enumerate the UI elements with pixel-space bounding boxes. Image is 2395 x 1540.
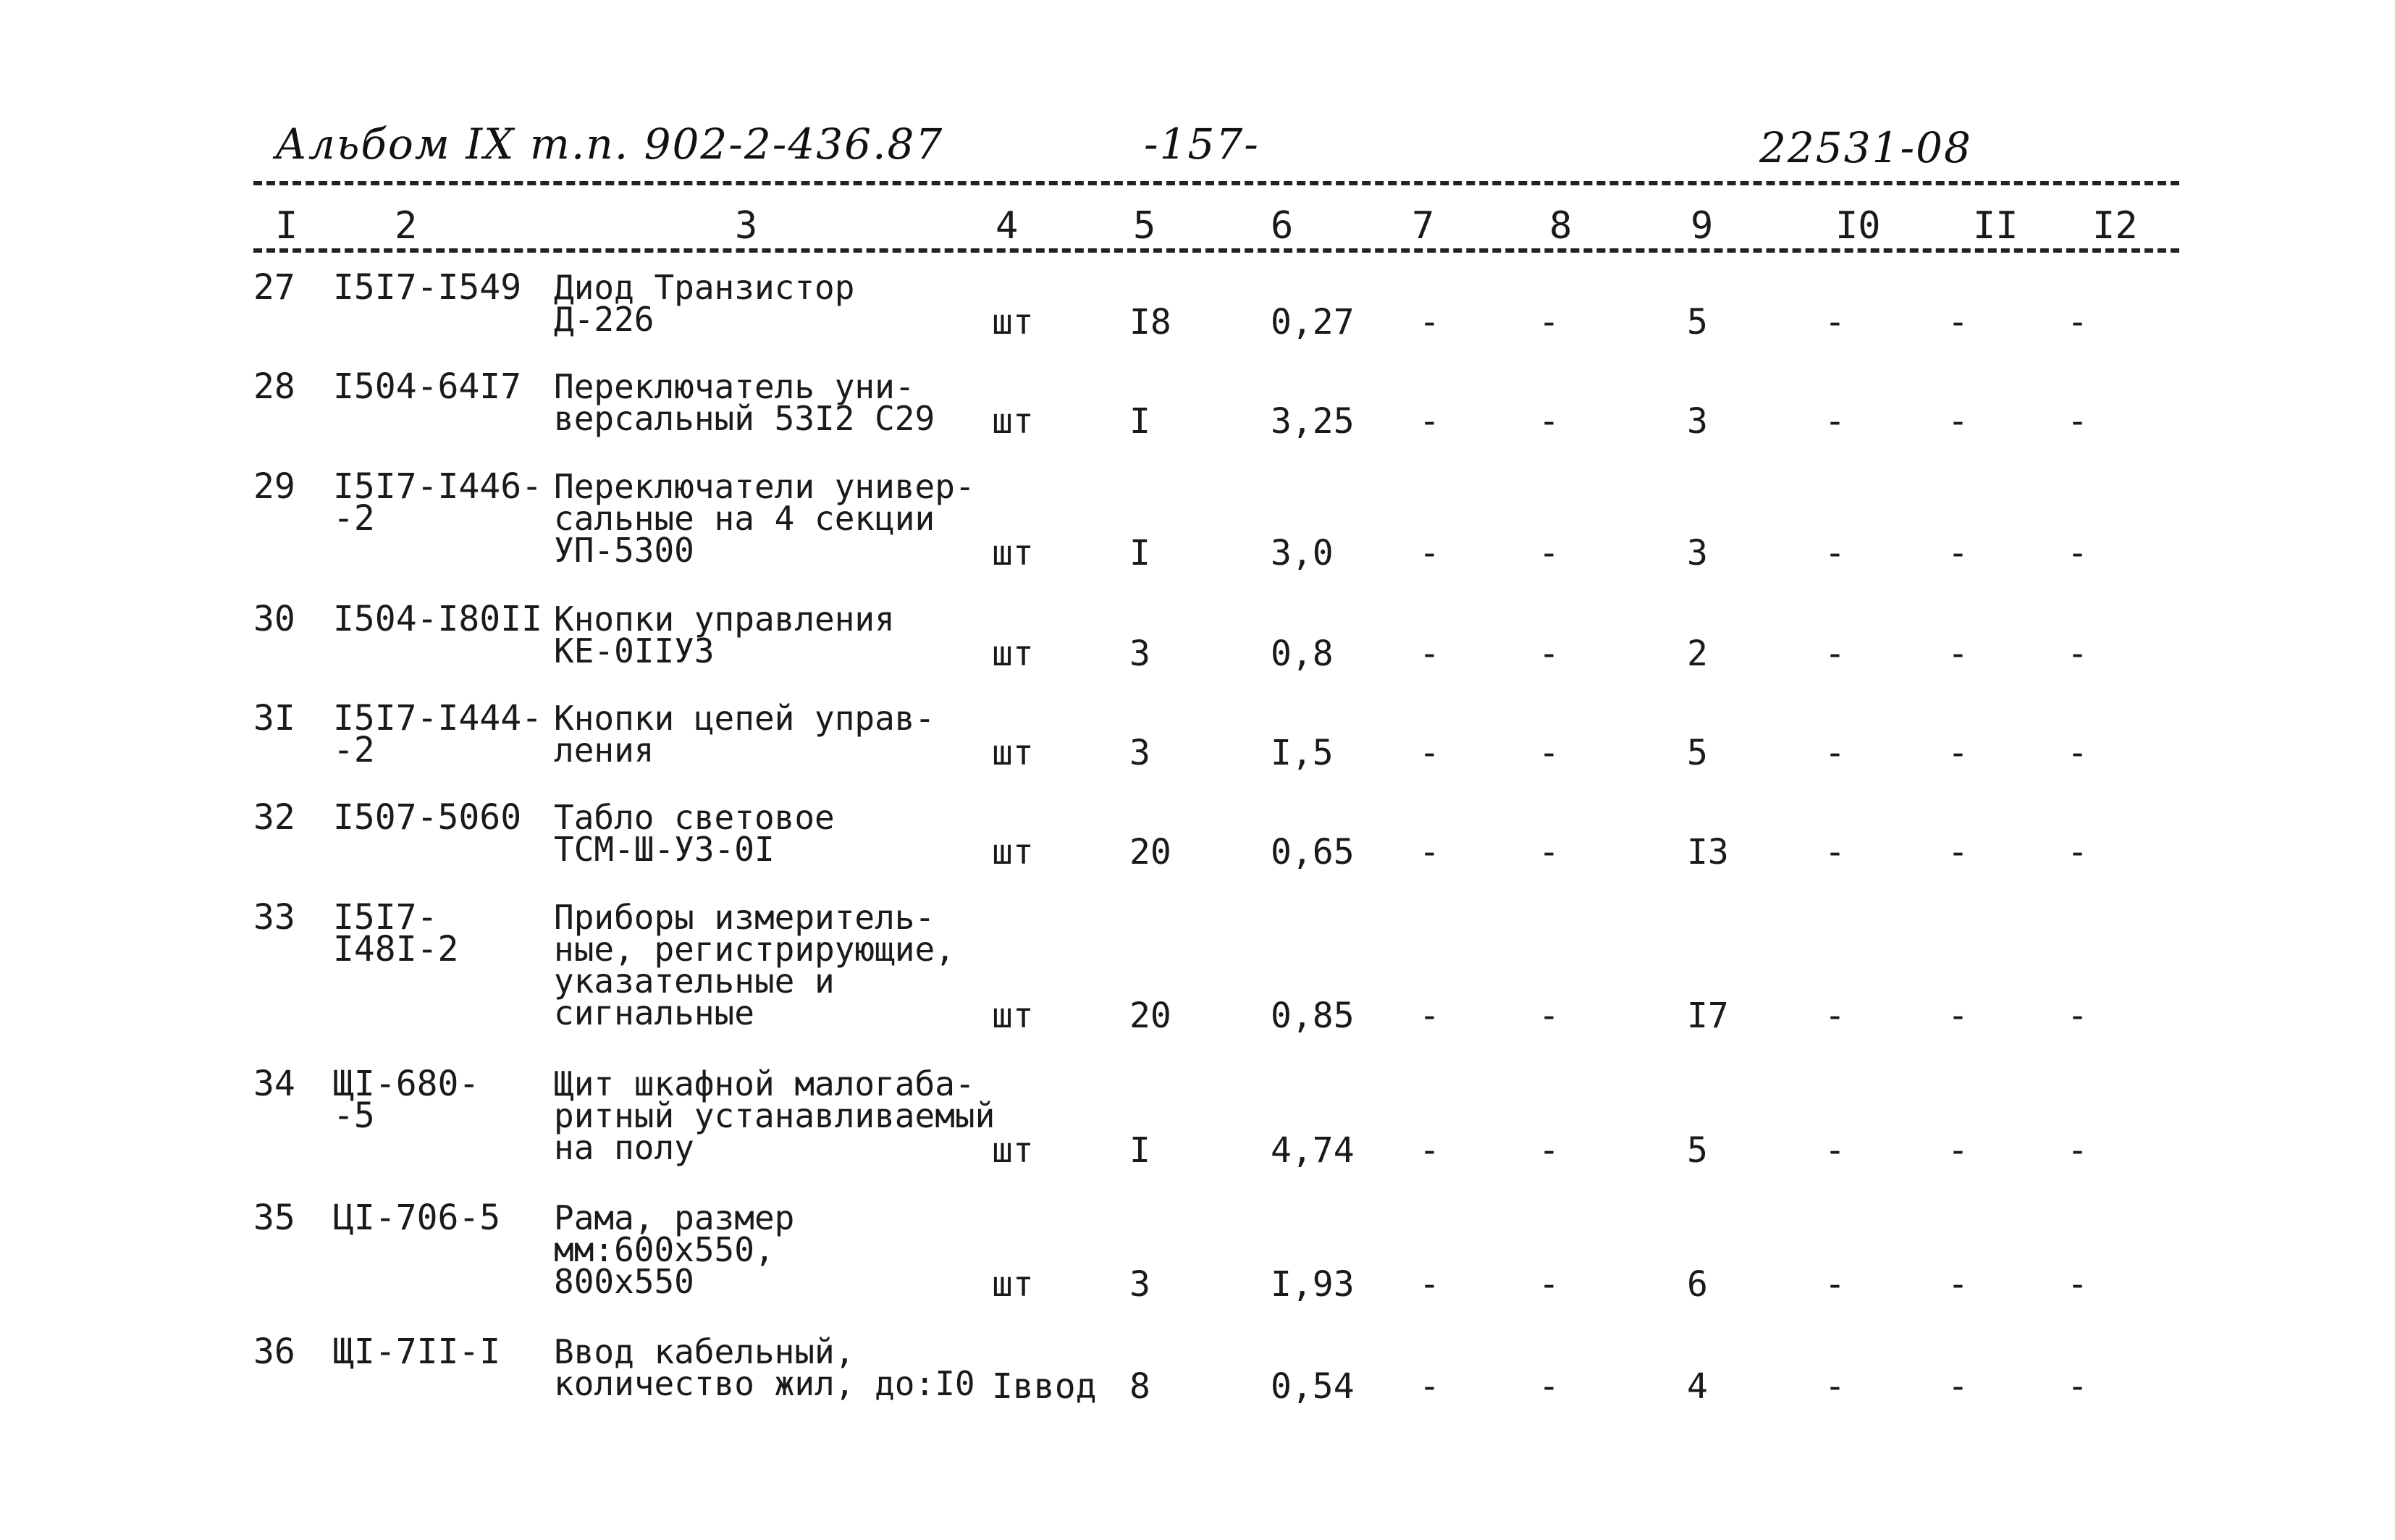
column-8-value: -	[1539, 302, 1560, 342]
column-11-value: -	[1948, 733, 1969, 773]
quantity: 20	[1129, 996, 1171, 1036]
column-11-value: -	[1948, 1130, 1969, 1171]
column-7-value: -	[1419, 996, 1440, 1036]
column-12-value: -	[2067, 634, 2088, 674]
column-7-value: -	[1419, 401, 1440, 442]
column-7-value: -	[1419, 302, 1440, 342]
column-9-value: 5	[1687, 733, 1708, 773]
column-header: I0	[1835, 204, 1881, 248]
item-description: Кнопки цепей управ- ления	[554, 699, 935, 770]
column-11-value: -	[1948, 302, 1969, 342]
column-10-value: -	[1824, 401, 1845, 442]
column-11-value: -	[1948, 832, 1969, 872]
item-description: Рама, размер мм:600x550, 800x550	[554, 1198, 795, 1301]
column-8-value: -	[1539, 1366, 1560, 1407]
column-9-value: 5	[1687, 302, 1708, 342]
column-10-value: -	[1824, 733, 1845, 773]
item-description: Ввод кабельный, количество жил, до:I0	[554, 1332, 975, 1403]
row-number: 27	[253, 267, 295, 308]
item-description: Табло световое ТСМ-Ш-УЗ-0I	[554, 798, 835, 869]
row-number: 30	[253, 599, 295, 639]
row-number: 33	[253, 897, 295, 938]
column-8-value: -	[1539, 1130, 1560, 1171]
column-8-value: -	[1539, 634, 1560, 674]
unit: шт	[992, 533, 1034, 573]
item-code: I5I7-I444- -2	[333, 698, 542, 770]
column-12-value: -	[2067, 1366, 2088, 1407]
row-number: 35	[253, 1198, 295, 1238]
quantity: 3	[1129, 634, 1150, 674]
album-reference: Альбом IX т.п. 902-2-436.87	[275, 119, 944, 169]
unit: шт	[992, 634, 1034, 674]
column-12-value: -	[2067, 1130, 2088, 1171]
value: I,93	[1271, 1264, 1355, 1305]
value: 0,27	[1271, 302, 1355, 342]
column-12-value: -	[2067, 733, 2088, 773]
column-header: 9	[1691, 204, 1714, 248]
column-header: 8	[1549, 204, 1573, 248]
item-code: I504-64I7	[333, 366, 522, 407]
item-code: I5I7-I549	[333, 267, 522, 308]
row-number: 32	[253, 797, 295, 838]
value: 0,85	[1271, 996, 1355, 1036]
quantity: I	[1129, 533, 1150, 573]
item-description: Приборы измеритель- ные, регистрирующие, указательные и сигнальные	[554, 898, 955, 1032]
unit: шт	[992, 1130, 1034, 1171]
item-code: I5I7-I446- -2	[333, 466, 542, 539]
unit: Iввод	[992, 1366, 1097, 1407]
row-number: 36	[253, 1331, 295, 1372]
column-8-value: -	[1539, 832, 1560, 872]
column-8-value: -	[1539, 401, 1560, 442]
column-12-value: -	[2067, 401, 2088, 442]
value: I,5	[1271, 733, 1334, 773]
row-number: 3I	[253, 698, 295, 739]
quantity: I	[1129, 1130, 1150, 1171]
column-10-value: -	[1824, 832, 1845, 872]
header-rule-top	[253, 181, 2179, 185]
item-code: I5I7- I48I-2	[333, 897, 459, 969]
column-8-value: -	[1539, 996, 1560, 1036]
item-code: ЩI-7II-I	[333, 1331, 501, 1372]
column-7-value: -	[1419, 733, 1440, 773]
value: 0,8	[1271, 634, 1334, 674]
column-header: 7	[1412, 204, 1435, 248]
column-11-value: -	[1948, 996, 1969, 1036]
item-description: Щит шкафной малогаба- ритный устанавливаемый на полу	[554, 1064, 996, 1167]
value: 0,54	[1271, 1366, 1355, 1407]
column-7-value: -	[1419, 533, 1440, 573]
row-number: 28	[253, 366, 295, 407]
column-11-value: -	[1948, 533, 1969, 573]
column-9-value: 3	[1687, 401, 1708, 442]
column-9-value: 4	[1687, 1366, 1708, 1407]
item-description: Кнопки управления КЕ-0IIУЗ	[554, 599, 895, 670]
column-9-value: 3	[1687, 533, 1708, 573]
row-number: 34	[253, 1064, 295, 1104]
column-10-value: -	[1824, 533, 1845, 573]
column-12-value: -	[2067, 996, 2088, 1036]
column-header: 4	[996, 204, 1019, 248]
column-10-value: -	[1824, 996, 1845, 1036]
column-11-value: -	[1948, 1366, 1969, 1407]
column-header: 2	[395, 204, 418, 248]
column-10-value: -	[1824, 1130, 1845, 1171]
item-description: Переключатель уни- версальный 53I2 C29	[554, 367, 935, 438]
column-header: 6	[1271, 204, 1294, 248]
column-8-value: -	[1539, 533, 1560, 573]
column-header: I2	[2092, 204, 2138, 248]
header-rule-bottom	[253, 248, 2179, 253]
value: 3,0	[1271, 533, 1334, 573]
column-10-value: -	[1824, 302, 1845, 342]
value: 4,74	[1271, 1130, 1355, 1171]
item-description: Переключатели универ- сальные на 4 секции УП-5300	[554, 467, 975, 570]
quantity: 3	[1129, 1264, 1150, 1305]
column-header: II	[1973, 204, 2019, 248]
item-code: I507-5060	[333, 797, 522, 838]
value: 0,65	[1271, 832, 1355, 872]
column-11-value: -	[1948, 1264, 1969, 1305]
page-number: -157-	[1144, 119, 1260, 169]
column-10-value: -	[1824, 1366, 1845, 1407]
item-code: ЩI-680- -5	[333, 1064, 480, 1136]
quantity: I	[1129, 401, 1150, 442]
column-7-value: -	[1419, 1366, 1440, 1407]
item-description: Диод Транзистор Д-226	[554, 268, 855, 339]
column-7-value: -	[1419, 832, 1440, 872]
quantity: I8	[1129, 302, 1171, 342]
quantity: 8	[1129, 1366, 1150, 1407]
unit: шт	[992, 302, 1034, 342]
column-8-value: -	[1539, 733, 1560, 773]
column-11-value: -	[1948, 401, 1969, 442]
column-9-value: 2	[1687, 634, 1708, 674]
unit: шт	[992, 401, 1034, 442]
item-code: I504-I80II	[333, 599, 542, 639]
column-7-value: -	[1419, 1264, 1440, 1305]
column-header: 3	[735, 204, 758, 248]
quantity: 20	[1129, 832, 1171, 872]
unit: шт	[992, 832, 1034, 872]
column-header: 5	[1133, 204, 1156, 248]
column-7-value: -	[1419, 634, 1440, 674]
item-code: ЦI-706-5	[333, 1198, 501, 1238]
unit: шт	[992, 996, 1034, 1036]
column-9-value: 6	[1687, 1264, 1708, 1305]
quantity: 3	[1129, 733, 1150, 773]
row-number: 29	[253, 466, 295, 507]
column-9-value: I3	[1687, 832, 1729, 872]
column-9-value: 5	[1687, 1130, 1708, 1171]
value: 3,25	[1271, 401, 1355, 442]
column-header: I	[275, 204, 298, 248]
column-12-value: -	[2067, 1264, 2088, 1305]
document-code: 22531-08	[1759, 123, 1972, 172]
column-12-value: -	[2067, 533, 2088, 573]
unit: шт	[992, 733, 1034, 773]
column-7-value: -	[1419, 1130, 1440, 1171]
column-10-value: -	[1824, 634, 1845, 674]
column-10-value: -	[1824, 1264, 1845, 1305]
unit: шт	[992, 1264, 1034, 1305]
column-8-value: -	[1539, 1264, 1560, 1305]
column-9-value: I7	[1687, 996, 1729, 1036]
column-11-value: -	[1948, 634, 1969, 674]
column-12-value: -	[2067, 832, 2088, 872]
column-12-value: -	[2067, 302, 2088, 342]
